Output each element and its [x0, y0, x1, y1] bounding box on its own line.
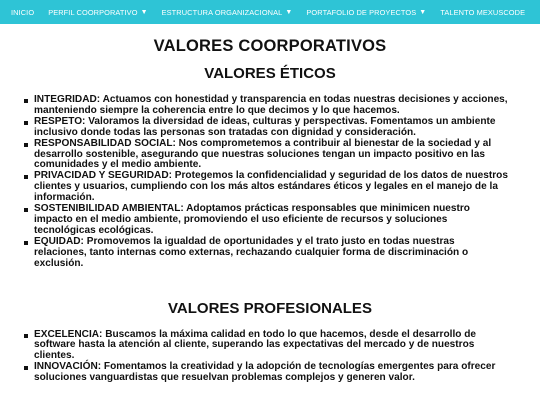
- nav-item-label: PERFIL COORPORATIVO: [48, 7, 138, 17]
- list-item: EXCELENCIA: Buscamos la máxima calidad en todo lo que hacemos, desde el desarrollo de software hasta la atención al cliente, superando las expectativas del mercado y de nuestros clientes.: [24, 330, 510, 363]
- list-item: SOSTENIBILIDAD AMBIENTAL: Adoptamos prácticas responsables que minimicen nuestro impacto en el medio ambiente, promoviendo el uso eficiente de recursos y soluciones tecnológicas ecológicas.: [24, 204, 510, 237]
- nav-item-label: TALENTO MEXUSCODE: [440, 7, 526, 17]
- nav-item-estructura-organizacional[interactable]: [155, 8, 300, 17]
- top-navbar: [0, 0, 540, 24]
- list-item: INTEGRIDAD: Actuamos con honestidad y transparencia en todas nuestras decisiones y acciones, manteniendo siempre la coherencia entre lo que decimos y lo que hacemos.: [24, 95, 510, 117]
- nav-item-portafolio-de-proyectos[interactable]: [299, 8, 433, 17]
- caret-down-icon: ▼: [285, 8, 293, 16]
- ethical-values-heading: VALORES ÉTICOS: [204, 65, 336, 82]
- main-content: [0, 37, 540, 384]
- list-item: RESPONSABILIDAD SOCIAL: Nos comprometemos a contribuir al bienestar de la sociedad y al desarrollo sostenible, asegurando que nuestras soluciones tengan un impacto positivo en las comunidades y el medio ambiente.: [24, 139, 510, 172]
- caret-down-icon: ▼: [419, 8, 427, 16]
- list-item: INNOVACIÓN: Fomentamos la creatividad y la adopción de tecnologías emergentes para ofrecer soluciones vanguardistas que resuelvan problemas complejos y generen valor.: [24, 362, 510, 384]
- list-item: PRIVACIDAD Y SEGURIDAD: Protegemos la confidencialidad y seguridad de los datos de nuestros clientes y usuarios, cumpliendo con los más altos estándares éticos y legales en el manejo de la información.: [24, 171, 510, 204]
- nav-item-perfil-coorporativo[interactable]: [41, 8, 154, 17]
- nav-item-label: ESTRUCTURA ORGANIZACIONAL: [161, 7, 283, 17]
- professional-values-list: [0, 330, 540, 385]
- list-item: RESPETO: Valoramos la diversidad de ideas, culturas y perspectivas. Fomentamos un ambiente inclusivo donde todas las personas son tratadas con dignidad y consideración.: [24, 117, 510, 139]
- list-item: EQUIDAD: Promovemos la igualdad de oportunidades y el trato justo en todas nuestras relaciones, tanto internas como externas, rechazando cualquier forma de discriminación o exclusión.: [24, 237, 510, 270]
- nav-item-label: PORTAFOLIO DE PROYECTOS: [306, 7, 417, 17]
- professional-values-heading: VALORES PROFESIONALES: [168, 299, 372, 317]
- nav-item-inicio[interactable]: [4, 8, 41, 17]
- caret-down-icon: ▼: [140, 8, 148, 16]
- ethical-values-list: [0, 95, 540, 270]
- nav-item-talento-mexuscode[interactable]: [433, 8, 532, 17]
- nav-item-label: INICIO: [11, 7, 35, 17]
- page-title: VALORES COORPORATIVOS: [153, 37, 387, 55]
